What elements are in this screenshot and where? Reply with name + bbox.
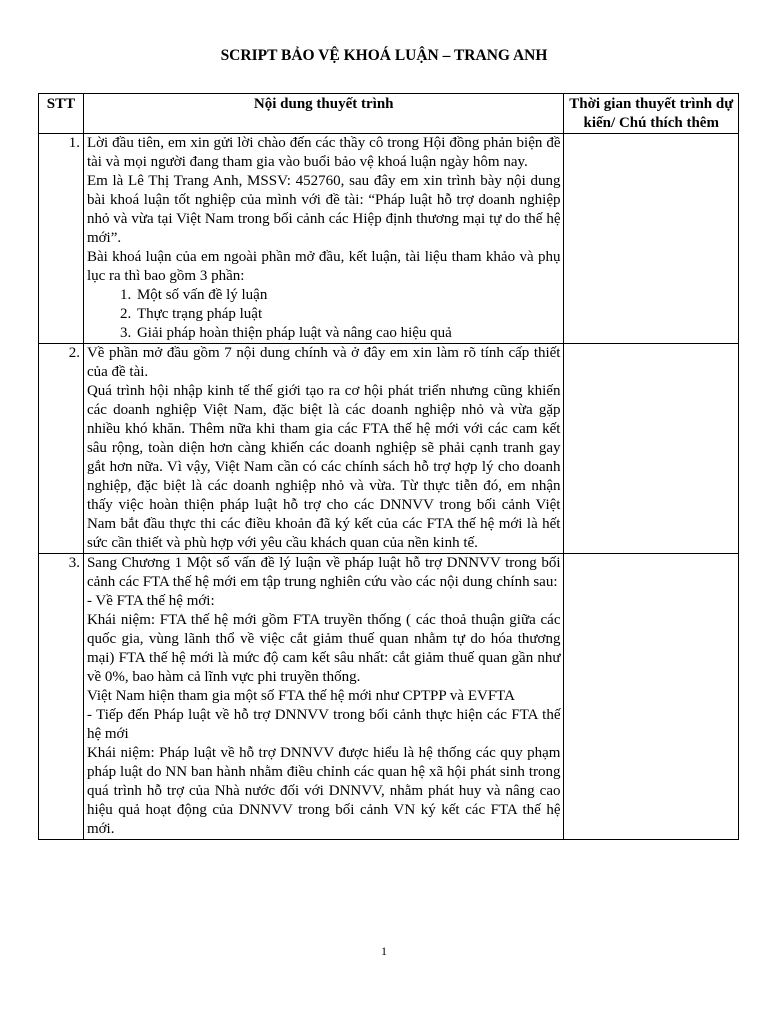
row-number: 3. (39, 554, 84, 840)
row-number: 2. (39, 344, 84, 554)
list-item: 3. Giải pháp hoàn thiện pháp luật và nâng cao hiệu quả (135, 324, 561, 343)
paragraph: Em là Lê Thị Trang Anh, MSSV: 452760, sau đây em xin trình bày nội dung bài khoá luận tốt nghiệp của mình với đề tài: “Pháp luật hỗ trợ doanh nghiệp nhỏ và vừa tại Việt Nam trong bối cảnh các Hiệp định thương mại tự do thế hệ mới”. (86, 173, 561, 246)
list-item: 2. Thực trạng pháp luật (135, 305, 561, 324)
document-title: SCRIPT BẢO VỆ KHOÁ LUẬN – TRANG ANH (220, 47, 548, 64)
table-row (39, 134, 739, 344)
row-note (564, 134, 739, 344)
header-stt: STT (39, 94, 84, 134)
paragraph: Về phần mở đầu gồm 7 nội dung chính và ở đây em xin làm rõ tính cấp thiết của đề tài. (86, 345, 561, 380)
page-number: 1 (381, 944, 387, 958)
row-content (83, 134, 564, 344)
paragraph: Khái niệm: FTA thế hệ mới gồm FTA truyền thống ( các thoả thuận giữa các quốc gia, vùng lãnh thổ về việc cắt giảm thuế quan nhằm tự do hóa thương mại) FTA thế hệ mới là mức độ cam kết sâu nhất: cắt giảm thuế quan gần như về 0%, bao hàm cả lĩnh vực phi truyền thống. (86, 612, 561, 685)
chapter-list (87, 286, 561, 343)
header-content: Nội dung thuyết trình (83, 94, 564, 134)
paragraph: - Về FTA thế hệ mới: (86, 593, 215, 609)
table-row (39, 554, 739, 840)
row-number: 1. (39, 134, 84, 344)
paragraph: - Tiếp đến Pháp luật về hỗ trợ DNNVV trong bối cảnh thực hiện các FTA thế hệ mới (86, 707, 561, 742)
paragraph: Lời đầu tiên, em xin gửi lời chào đến các thầy cô trong Hội đồng phản biện đề tài và mọi người đang tham gia vào buổi bảo vệ khoá luận ngày hôm nay. (86, 135, 561, 170)
paragraph: Việt Nam hiện tham gia một số FTA thế hệ mới như CPTPP và EVFTA (86, 688, 515, 704)
header-time-note: Thời gian thuyết trình dự kiến/ Chú thích thêm (564, 94, 739, 134)
script-table (38, 93, 739, 840)
paragraph: Bài khoá luận của em ngoài phần mở đầu, kết luận, tài liệu tham khảo và phụ lục ra thì bao gồm 3 phần: (86, 249, 561, 284)
list-item: 1. Một số vấn đề lý luận (135, 286, 561, 305)
row-content (83, 344, 564, 554)
paragraph: Quá trình hội nhập kinh tế thế giới tạo ra cơ hội phát triển nhưng cũng khiến các doanh nghiệp Việt Nam, đặc biệt là các doanh nghiệp nhỏ và vừa gặp nhiều khó khăn. Thêm nữa khi tham gia các FTA thế hệ mới với các cam kết sâu rộng, toàn diện hơn càng khiến các doanh nghiệp sẽ phải cạnh tranh gay gắt hơn nữa. Vì vậy, Việt Nam cần có các chính sách hỗ trợ hợp lý cho doanh nghiệp, đặc biệt là các doanh nghiệp nhỏ và vừa. Từ thực tiễn đó, em nhận thấy việc hoàn thiện pháp luật hỗ trợ cho các DNNVV trong bối cảnh Việt Nam bắt đầu thực thi các điều khoản đã ký kết của các FTA thế hệ mới là hết sức cần thiết và phù hợp với yêu cầu khách quan của nền kinh tế. (86, 383, 561, 551)
row-content (83, 554, 564, 840)
row-note (564, 344, 739, 554)
row-note (564, 554, 739, 840)
paragraph: Khái niệm: Pháp luật về hỗ trợ DNNVV được hiểu là hệ thống các quy phạm pháp luật do NN ban hành nhằm điều chỉnh các quan hệ xã hội phát sinh trong quá trình hỗ trợ của Nhà nước đối với DNNVV, nhằm phát huy và nâng cao hiệu quả hoạt động của DNNVV trong bối cảnh VN ký kết các FTA thế hệ mới. (86, 745, 561, 837)
table-row (39, 344, 739, 554)
table-header-row (39, 94, 739, 134)
paragraph: Sang Chương 1 Một số vấn đề lý luận về pháp luật hỗ trợ DNNVV trong bối cảnh các FTA thế hệ mới em tập trung nghiên cứu vào các nội dung chính sau: (86, 555, 561, 590)
